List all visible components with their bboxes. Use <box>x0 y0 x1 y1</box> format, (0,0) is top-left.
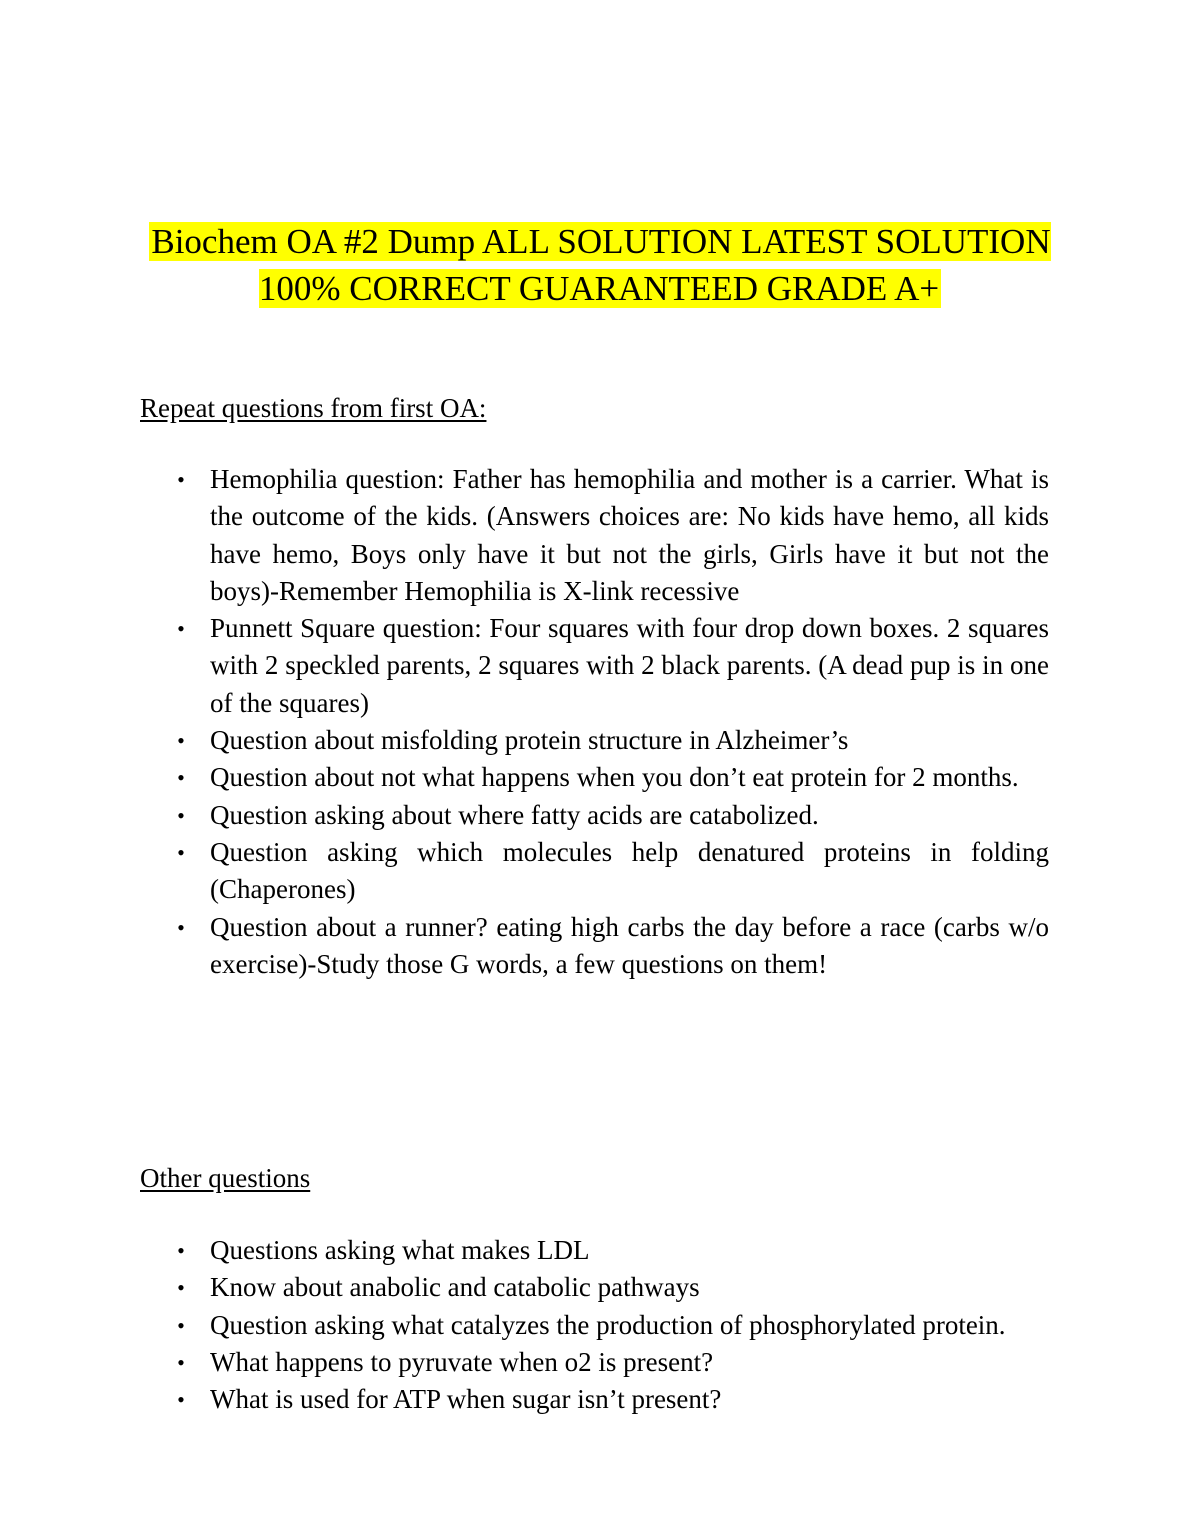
bullet-icon: • <box>177 1387 185 1413</box>
section-heading-repeat-questions: Repeat questions from first OA: <box>140 393 487 423</box>
bullet-icon: • <box>177 1312 185 1338</box>
bullet-icon: • <box>177 1349 185 1375</box>
list-item <box>175 461 1049 610</box>
list-item-text: Punnett Square question: Four squares with four drop down boxes. 2 squares with 2 speckled parents, 2 squares with 2 black parents. (A dead pup is in one of the squares) <box>210 613 1049 718</box>
list-item-text: Question about not what happens when you don’t eat protein for 2 months. <box>210 762 1019 793</box>
list-item <box>175 797 1049 834</box>
section-heading-other-questions: Other questions <box>140 1163 311 1193</box>
bullet-icon: • <box>177 467 185 492</box>
list-item <box>175 909 1049 984</box>
bullet-icon: • <box>177 1275 185 1301</box>
list-item <box>175 1307 1049 1344</box>
bullet-icon: • <box>177 765 185 791</box>
list-item <box>175 722 1049 759</box>
title-highlight: Biochem OA #2 Dump ALL SOLUTION LATEST SOLUTION 100% CORRECT GUARANTEED GRADE A+ <box>151 222 1051 308</box>
list-item-text: Question about misfolding protein structure in Alzheimer’s <box>210 725 849 756</box>
list-item <box>175 834 1049 909</box>
list-item <box>175 1232 1049 1269</box>
list-item <box>175 759 1049 796</box>
list-item-text: Question asking which molecules help denatured proteins in folding (Chaperones) <box>210 836 1049 905</box>
bullet-icon: • <box>177 616 185 642</box>
bullet-icon: • <box>177 914 185 940</box>
repeat-questions-list <box>175 461 1049 983</box>
bullet-icon: • <box>177 839 185 865</box>
list-item-text: Hemophilia question: Father has hemophilia and mother is a carrier. What is the outcome of the kids. (Answers choices are: No kids have hemo, all kids have hemo, Boys only have it but not the girls, Girls have it but not the boys)-Remember Hemophilia is X-link recessive <box>210 464 1049 606</box>
list-item-text: Questions asking what makes LDL <box>210 1235 590 1265</box>
document-title <box>140 218 1060 312</box>
list-item-text: Question asking about where fatty acids are catabolized. <box>210 799 819 830</box>
list-item-text: Know about anabolic and catabolic pathways <box>210 1272 700 1303</box>
other-questions-list <box>175 1232 1049 1418</box>
bullet-icon: • <box>177 1238 185 1263</box>
list-item-text: Question about a runner? eating high carbs the day before a race (carbs w/o exercise)-Study those G words, a few questions on them! <box>210 911 1049 979</box>
list-item-text: What happens to pyruvate when o2 is present? <box>210 1346 714 1377</box>
list-item <box>175 1269 1049 1306</box>
bullet-icon: • <box>177 802 185 828</box>
list-item <box>175 1381 1049 1418</box>
bullet-icon: • <box>177 728 185 754</box>
list-item <box>175 1344 1049 1381</box>
list-item-text: Question asking what catalyzes the production of phosphorylated protein. <box>210 1309 1006 1340</box>
list-item <box>175 610 1049 722</box>
list-item-text: What is used for ATP when sugar isn’t present? <box>210 1384 722 1415</box>
